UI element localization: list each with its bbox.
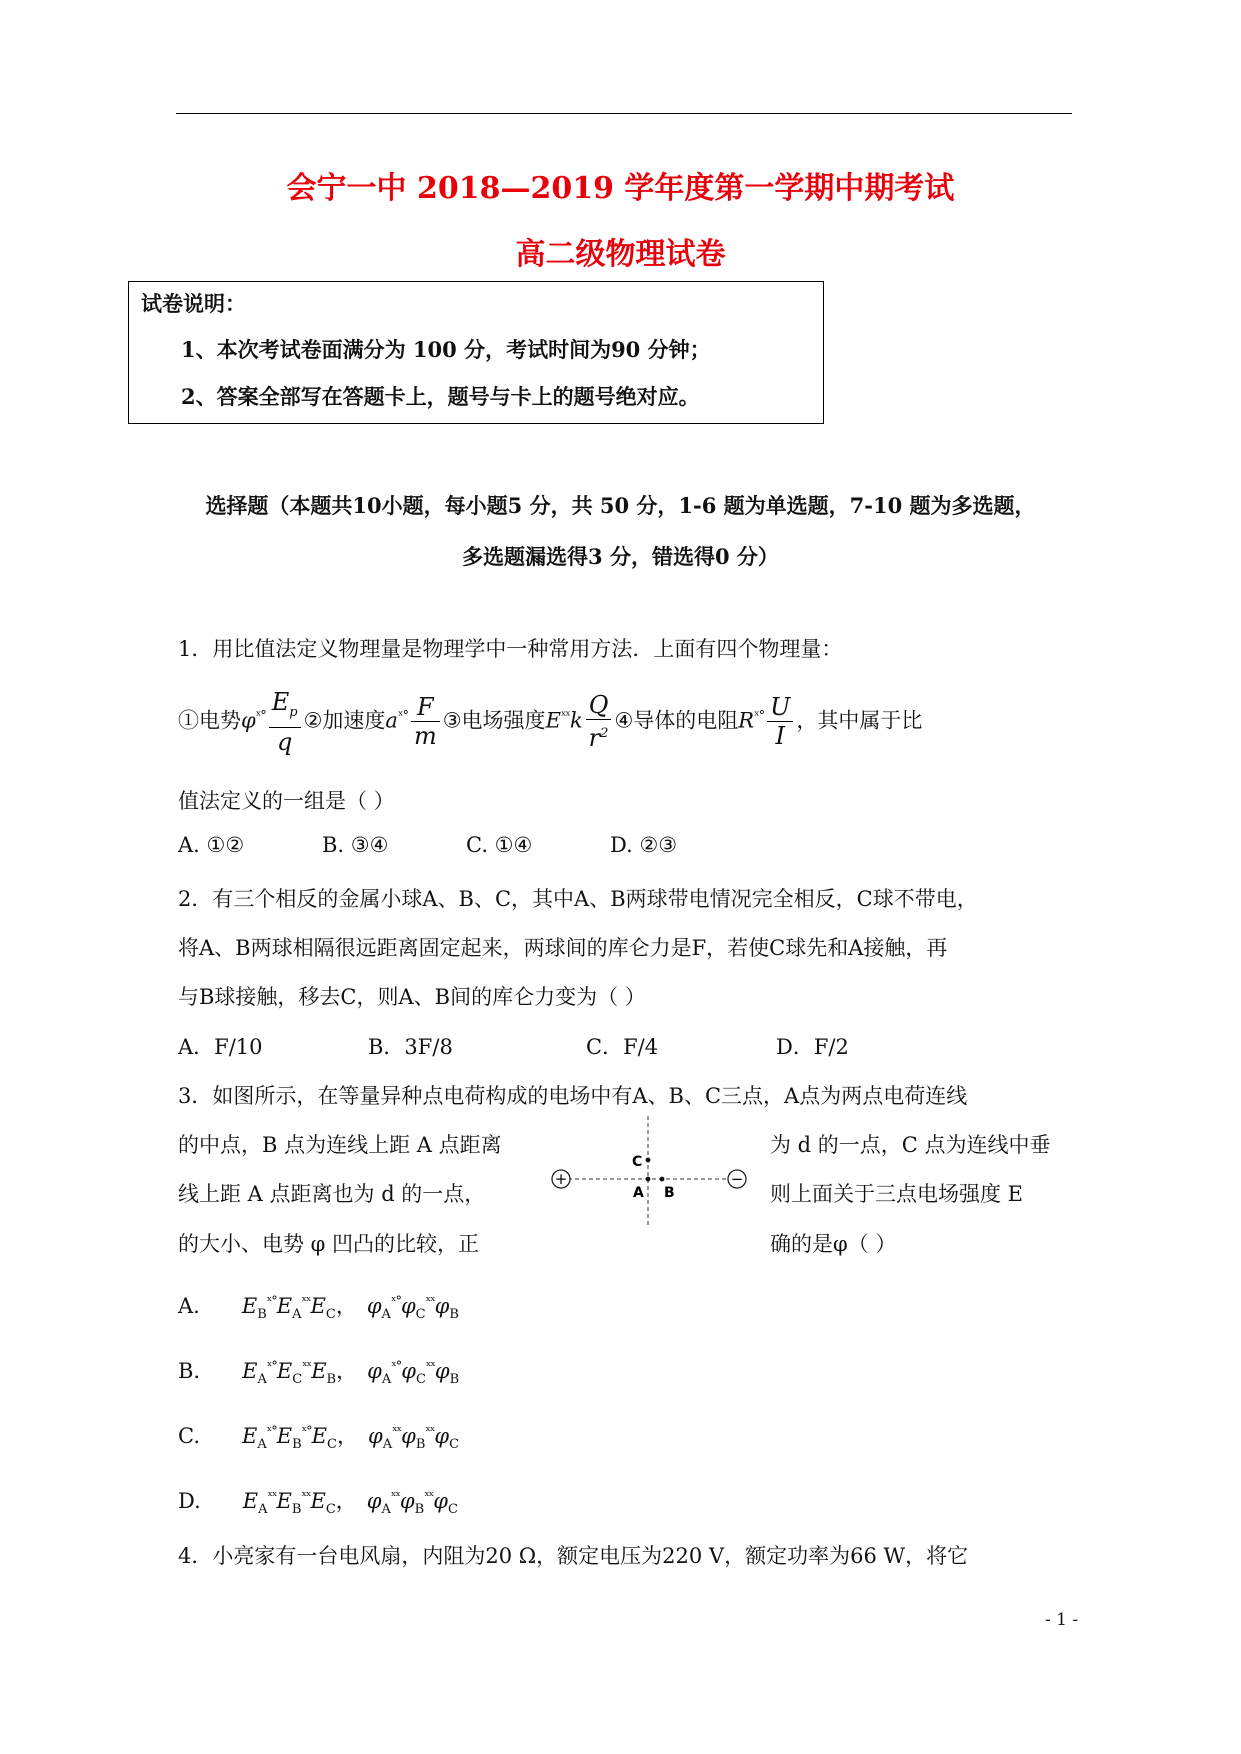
instructions-box [128, 281, 824, 424]
u-numerator: U [767, 693, 793, 722]
e-symbol: E [276, 1294, 293, 1318]
garbled-glyph: ˣˣ [425, 1424, 435, 1439]
subscript: C [415, 1307, 426, 1323]
q2-option-a: A．F/10 [178, 1035, 263, 1059]
q2-option-d: D．F/2 [776, 1035, 849, 1059]
option-letter: B. [178, 1359, 201, 1383]
garbled-glyph: ˣ° [391, 1359, 402, 1374]
q3-line3-left: 线上距 A 点距离也为 d 的一点， [178, 1182, 486, 1206]
subscript: C [327, 1437, 337, 1453]
q2-line3: 与B球接触，移去C，则A、B间的库仑力变为（ ） [178, 985, 646, 1009]
garbled-glyph: ˣˣ [302, 1359, 312, 1374]
a-symbol: a [385, 708, 398, 733]
garbled-glyph: ˣ° [266, 1359, 277, 1374]
separator: ， [335, 1489, 357, 1513]
subscript: B [449, 1372, 460, 1388]
q3-line1: 3．如图所示，在等量异种点电荷构成的电场中有A、B、C三点，A点为两点电荷连线 [178, 1084, 968, 1108]
phi-symbol: φ [434, 1294, 450, 1318]
garbled-glyph: ˣˣ [390, 1489, 400, 1504]
garbled-glyph: ˣ° [301, 1424, 312, 1439]
phi-symbol: φ [367, 1359, 382, 1383]
garbled-glyph: ˣˣ [425, 1294, 435, 1309]
i-denominator: I [775, 722, 785, 751]
subscript: B [449, 1307, 459, 1323]
instruction-item: 2、答案全部写在答题卡上，题号与卡上的题号绝对应。 [181, 384, 700, 409]
garbled-glyph: ˣˣ [425, 1359, 435, 1374]
ep-subscript: p [289, 704, 298, 720]
point-a [646, 1177, 651, 1182]
e-symbol: E [276, 1424, 293, 1448]
subscript: B [257, 1307, 267, 1323]
subscript: B [291, 1502, 302, 1518]
phi-symbol: φ [399, 1489, 415, 1513]
e-symbol: E [242, 1359, 258, 1383]
subscript: A [381, 1307, 391, 1323]
section-heading: 选择题（本题共10小题，每小题5 分，共 50 分，1-6 题为单选题，7-10 题为多选题， [205, 493, 1036, 518]
e-symbol: E [311, 1359, 327, 1383]
garbled-glyph: ˣˣ [301, 1294, 311, 1309]
q1-option-c: C. ①④ [466, 833, 533, 857]
section-heading-cont: 多选题漏选得3 分，错选得0 分） [462, 544, 779, 569]
fraction-q-r2 [586, 691, 612, 752]
e-symbol: E [242, 1424, 258, 1448]
subscript: B [326, 1372, 337, 1388]
q1-item2-label: ②加速度 [303, 708, 386, 733]
garbled-glyph: ˣ° [397, 708, 408, 724]
e-symbol: E [311, 1424, 328, 1448]
q-denominator: q [276, 727, 293, 756]
plus-sign: + [554, 1170, 568, 1188]
garbled-glyph: ˣˣ [392, 1424, 402, 1439]
garbled-glyph: ˣ° [255, 708, 266, 724]
q1-stem: 1．用比值法定义物理量是物理学中一种常用方法．上面有四个物理量： [178, 637, 843, 661]
fraction-f-m [411, 693, 440, 750]
ep-numerator: E [271, 688, 290, 716]
garbled-glyph: ˣ° [266, 1294, 277, 1309]
exam-subtitle: 高二级物理试卷 [515, 237, 726, 272]
q3-line4-left: 的大小、电势 φ 凹凸的比较，正 [178, 1232, 480, 1256]
fraction-ep-q [269, 688, 301, 756]
e-symbol: E [241, 1294, 258, 1318]
label-c: C [632, 1154, 643, 1170]
q3-option-c [178, 1420, 459, 1452]
q1-stem-cont: 值法定义的一组是（ ） [178, 789, 395, 813]
r-exponent: 2 [600, 726, 609, 742]
r-denominator: r [588, 724, 601, 753]
q3-option-d [178, 1485, 458, 1517]
subscript: C [447, 1502, 458, 1518]
r-symbol: R [738, 708, 755, 733]
q2-line1: 2．有三个相反的金属小球A、B、C，其中A、B两球带电情况完全相反，C球不带电， [178, 887, 978, 911]
q1-option-a: A. ①② [178, 833, 245, 857]
subscript: B [414, 1502, 425, 1518]
q1-formula-tail: ，其中属于比 [796, 708, 923, 733]
phi-symbol: φ [401, 1359, 416, 1383]
option-letter: A. [178, 1294, 200, 1318]
q2-option-c: C．F/4 [586, 1035, 659, 1059]
subscript: A [257, 1437, 267, 1453]
subscript: A [258, 1502, 268, 1518]
q1-item3-label: ③电场强度 [442, 708, 546, 733]
q3-line3-right: 则上面关于三点电场强度 E [770, 1182, 1024, 1206]
subscript: C [325, 1502, 336, 1518]
charge-field-diagram [548, 1116, 750, 1226]
phi-symbol: φ [434, 1359, 450, 1383]
garbled-glyph: ˣˣ [560, 708, 570, 724]
e-symbol: E [310, 1294, 326, 1318]
subscript: C [449, 1437, 460, 1453]
k-symbol: k [569, 708, 583, 733]
q1-option-b: B. ③④ [322, 833, 389, 857]
q1-formula-line [178, 688, 922, 756]
phi-symbol: φ [433, 1489, 448, 1513]
garbled-glyph: ˣˣ [301, 1489, 311, 1504]
phi-symbol: φ [366, 1489, 382, 1513]
q3-line4-right: 确的是φ（ ） [770, 1232, 897, 1256]
phi-symbol: φ [366, 1294, 382, 1318]
m-denominator: m [413, 722, 437, 751]
subscript: C [415, 1372, 426, 1388]
e-symbol: E [276, 1359, 293, 1383]
instruction-item: 1、本次考试卷面满分为 100 分，考试时间为90 分钟； [181, 337, 711, 362]
subscript: A [382, 1437, 393, 1453]
label-a: A [633, 1185, 644, 1201]
header-rule [176, 113, 1072, 114]
option-letter: C. [178, 1424, 200, 1448]
option-letter: D. [178, 1489, 201, 1513]
subscript: B [415, 1437, 426, 1453]
garbled-glyph: ˣ° [390, 1294, 401, 1309]
q3-line2-right: 为 d 的一点，C 点为连线中垂 [770, 1133, 1051, 1157]
minus-sign: − [730, 1170, 744, 1188]
garbled-glyph: ˣ° [754, 708, 765, 724]
separator: ， [336, 1359, 358, 1383]
q3-option-b [178, 1355, 459, 1387]
q-numerator: Q [586, 691, 612, 720]
instructions-heading: 试卷说明： [141, 291, 246, 316]
garbled-glyph: ˣ° [266, 1424, 277, 1439]
garbled-glyph: ˣˣ [424, 1489, 434, 1504]
q2-line2: 将A、B两球相隔很远距离固定起来，两球间的库仑力是F，若使C球先和A接触，再 [178, 936, 948, 960]
q4-line1: 4．小亮家有一台电风扇，内阻为20 Ω，额定电压为220 V，额定功率为66 W，将它 [178, 1544, 969, 1568]
phi-symbol: φ [367, 1424, 383, 1448]
subscript: B [292, 1437, 302, 1453]
page-number: - 1 - [1045, 1610, 1079, 1630]
subscript: A [292, 1307, 302, 1323]
e-symbol: E [276, 1489, 292, 1513]
e-symbol: E [242, 1489, 259, 1513]
subscript: C [325, 1307, 336, 1323]
exam-title: 会宁一中 2018—2019 学年度第一学期中期考试 [286, 171, 955, 206]
phi-symbol: φ [434, 1424, 450, 1448]
q1-option-d: D. ②③ [610, 833, 678, 857]
fraction-u-i [767, 693, 793, 750]
phi-symbol: φ [401, 1424, 416, 1448]
point-c [646, 1158, 651, 1163]
phi-symbol: φ [241, 708, 256, 733]
subscript: A [381, 1502, 391, 1518]
point-b [660, 1177, 665, 1182]
subscript: A [257, 1372, 267, 1388]
q1-item4-label: ④导体的电阻 [614, 708, 739, 733]
q2-option-b: B．3F/8 [368, 1035, 453, 1059]
e-symbol: E [545, 708, 561, 733]
e-symbol: E [310, 1489, 326, 1513]
phi-symbol: φ [400, 1294, 416, 1318]
separator: ， [336, 1424, 358, 1448]
q3-option-a [178, 1290, 459, 1322]
subscript: A [381, 1372, 392, 1388]
subscript: C [292, 1372, 303, 1388]
separator: ， [335, 1294, 357, 1318]
q3-line2-left: 的中点，B 点为连线上距 A 点距离 [178, 1133, 502, 1157]
f-numerator: F [411, 693, 440, 722]
label-b: B [664, 1185, 675, 1201]
garbled-glyph: ˣˣ [267, 1489, 277, 1504]
q1-item1-label: ①电势 [178, 708, 241, 733]
